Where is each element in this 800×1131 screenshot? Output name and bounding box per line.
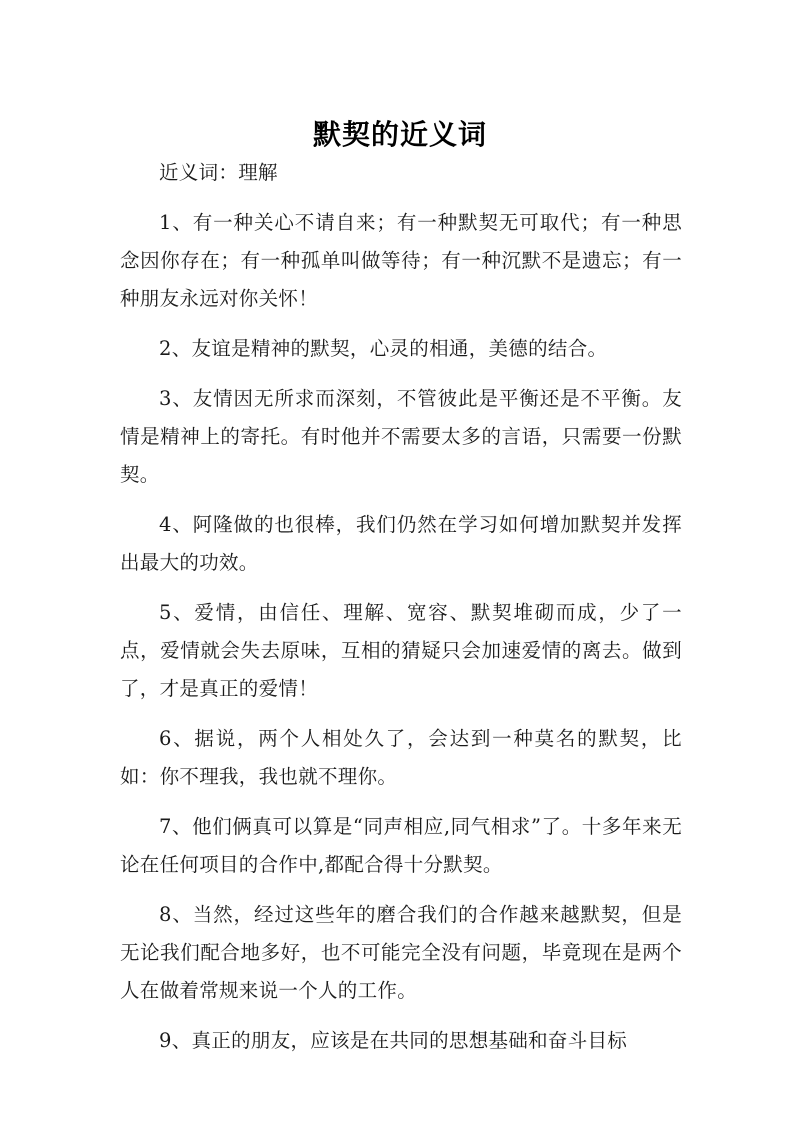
paragraph-4: 4、阿隆做的也很棒，我们仍然在学习如何增加默契并发挥出最大的功效。 [120,513,682,574]
paragraph-2: 2、友谊是精神的默契，心灵的相通，美德的结合。 [159,337,608,360]
paragraph-6: 6、据说，两个人相处久了，会达到一种莫名的默契，比如：你不理我，我也就不理你。 [120,727,682,788]
paragraph-5: 5、爱情，由信任、理解、宽容、默契堆砌而成，少了一点，爱情就会失去原味，互相的猜疑只会加速爱情的离去。做到了，才是真正的爱情！ [120,601,682,700]
paragraph-7: 7、他们俩真可以算是“同声相应,同气相求”了。十多年来无论在任何项目的合作中,都配合得十分默契。 [120,815,682,876]
paragraph-9: 9、真正的朋友，应该是在共同的思想基础和奋斗目标 [159,1029,628,1052]
paragraph-8: 8、当然，经过这些年的磨合我们的合作越来越默契，但是无论我们配合地多好，也不可能完全没有问题，毕竟现在是两个人在做着常规来说一个人的工作。 [120,903,682,1002]
document-body [120,154,682,1072]
paragraph-1: 1、有一种关心不请自来；有一种默契无可取代；有一种思念因你存在；有一种孤单叫做等待；有一种沉默不是遗忘；有一种朋友永远对你关怀！ [120,211,682,310]
paragraph-synonym: 近义词：理解 [159,161,278,184]
paragraph-3: 3、友情因无所求而深刻，不管彼此是平衡还是不平衡。友情是精神上的寄托。有时他并不需要太多的言语，只需要一份默契。 [120,387,682,486]
document-title: 默契的近义词 [312,117,487,151]
